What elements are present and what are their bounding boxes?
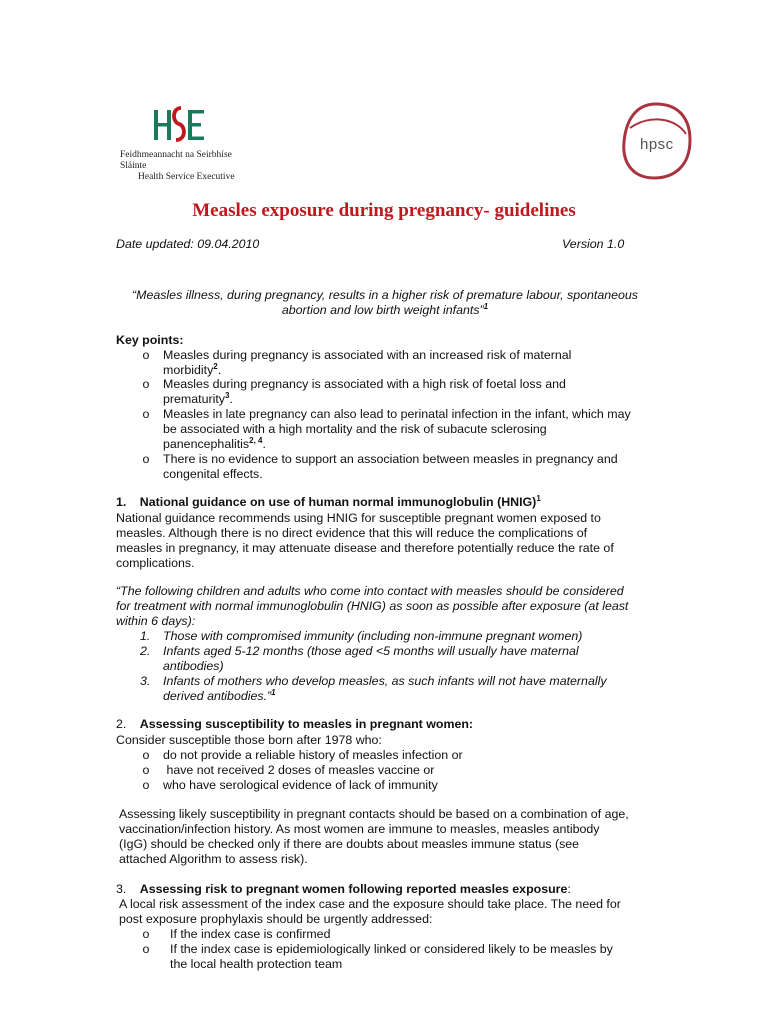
key-point-1 — [163, 348, 571, 378]
section-1-list-item-2-line-1: Infants aged 5-12 months (those aged <5 months will usually have maternal — [163, 644, 579, 658]
document-title: Measles exposure during pregnancy- guidelines — [192, 200, 576, 221]
section-1-para-line-1: National guidance recommends using HNIG for susceptible pregnant women exposed to — [116, 511, 601, 525]
section-3-bullet-2-line-1: If the index case is epidemiologically linked or considered likely to be measles by — [170, 942, 613, 956]
section-1-title: National guidance on use of human normal immunoglobulin (HNIG) — [139, 495, 537, 509]
key-point-2-line-1: Measles during pregnancy is associated with a high risk of foetal loss and — [163, 377, 566, 391]
section-1-list-item-1-line-1: Those with compromised immunity (including non-immune pregnant women) — [163, 629, 583, 643]
section-1-quote-line-1: “The following children and adults who come into contact with measles should be considered — [116, 584, 624, 598]
bullet-icon: o — [142, 407, 150, 421]
section-1-para-line-3: measles in pregnancy, it may attenuate disease and therefore potentially reduce the rate of — [116, 541, 614, 555]
bullet-icon: o — [142, 942, 150, 956]
section-2-para-line-1: Assessing likely susceptibility in pregnant contacts should be based on a combination of age, — [119, 807, 629, 821]
section-1-quote-line-3: within 6 days): — [116, 614, 196, 628]
section-2-bullet-1: do not provide a reliable history of measles infection or — [163, 748, 463, 762]
key-point-3-ref: 2, 4 — [249, 435, 263, 445]
section-2-para-line-4: attached Algorithm to assess risk). — [119, 852, 308, 866]
section-1-number: 1. — [116, 495, 127, 509]
section-1-quote — [116, 584, 628, 629]
intro-quote-ref: 1 — [483, 301, 489, 311]
key-point-3-line-3 — [163, 437, 631, 452]
section-1-list-item-3-line-2 — [163, 689, 653, 704]
key-point-3-line-1: Measles in late pregnancy can also lead to perinatal infection in the infant, which may — [163, 407, 631, 421]
section-3-heading — [116, 882, 571, 897]
section-3-bullet-1 — [170, 927, 330, 942]
section-1-ref: 1 — [536, 493, 541, 503]
section-2-para-line-3: (IgG) should be checked only if there are doubts about measles immune status (see — [119, 837, 580, 851]
key-point-1-end: . — [217, 363, 222, 377]
section-3-paragraph — [119, 897, 621, 927]
key-point-2-line-2 — [163, 392, 566, 407]
section-1-paragraph — [116, 511, 614, 571]
key-point-3-line-3-text: panencephalitis — [163, 437, 250, 451]
key-points-heading: Key points: — [116, 333, 184, 347]
section-1-list-item-3-ref: 1 — [271, 687, 276, 697]
section-3-bullet-2-line-2: the local health protection team — [170, 957, 343, 971]
bullet-icon: o — [142, 778, 150, 792]
hpsc-logo-text: hpsc — [640, 136, 674, 153]
section-2-bullet-3: who have serological evidence of lack of immunity — [163, 778, 438, 792]
key-point-3-end: . — [262, 437, 266, 451]
bullet-icon: o — [142, 452, 150, 466]
key-point-2 — [163, 377, 566, 407]
key-point-4 — [163, 452, 618, 482]
key-point-2-ref: 3 — [224, 390, 230, 400]
hse-caption-irish: Feidhmeannacht na Seirbhíse Sláinte — [120, 150, 232, 171]
key-point-2-line-2-text: prematurity — [163, 392, 225, 406]
section-2-bullet-2: have not received 2 doses of measles vaccine or — [163, 763, 435, 777]
key-point-1-line-1: Measles during pregnancy is associated with an increased risk of maternal — [163, 348, 572, 362]
key-point-3-line-2: be associated with a high mortality and the risk of subacute sclerosing — [163, 422, 547, 436]
list-number: 2. — [140, 644, 151, 658]
section-1-para-line-4: complications. — [116, 556, 195, 570]
section-1-quote-line-2: for treatment with normal immunoglobulin (HNIG) as soon as possible after exposure (at least — [116, 599, 629, 613]
bullet-icon: o — [142, 377, 150, 391]
hse-logo — [150, 102, 210, 144]
key-point-4-line-1: There is no evidence to support an association between measles in pregnancy and — [163, 452, 618, 466]
section-3-bullet-2 — [170, 942, 613, 972]
bullet-icon: o — [142, 348, 150, 362]
key-point-1-ref: 2 — [213, 361, 218, 371]
section-2-paragraph — [119, 807, 629, 867]
list-number: 3. — [140, 674, 151, 688]
intro-quote — [110, 288, 660, 318]
section-1-list-item-2-line-2: antibodies) — [163, 659, 224, 673]
intro-quote-line-2-text: abortion and low birth weight infants” — [281, 303, 484, 317]
intro-quote-line-2 — [110, 303, 660, 318]
key-point-2-end: . — [229, 392, 233, 406]
section-3-colon: : — [567, 882, 571, 896]
bullet-icon: o — [142, 748, 150, 762]
section-1-list-item-2 — [163, 644, 653, 674]
section-1-list-item-3-line-1: Infants of mothers who develop measles, as such infants will not have maternally — [163, 674, 607, 688]
section-1-list-item-3-line-2-text: derived antibodies.” — [163, 689, 272, 703]
key-point-1-line-2 — [163, 363, 571, 378]
hse-caption — [120, 150, 260, 183]
section-2-intro: Consider susceptible those born after 1978 who: — [116, 733, 382, 747]
section-3-number: 3. — [116, 882, 127, 896]
section-3-title: Assessing risk to pregnant women following reported measles exposure — [139, 882, 568, 896]
section-3-para-line-1: A local risk assessment of the index case and the exposure should take place. The need for — [119, 897, 621, 911]
section-2-heading — [116, 717, 473, 732]
key-point-1-line-2-text: morbidity — [163, 363, 214, 377]
date-updated: Date updated: 09.04.2010 — [116, 237, 260, 251]
section-2-title: Assessing susceptibility to measles in pregnant women: — [139, 717, 474, 731]
section-1-heading — [116, 495, 541, 510]
intro-quote-line-1: “Measles illness, during pregnancy, results in a higher risk of premature labour, spontaneous — [132, 288, 638, 302]
hse-caption-english: Health Service Executive — [138, 172, 235, 182]
key-point-4-line-2: congenital effects. — [163, 467, 263, 481]
bullet-icon: o — [142, 927, 150, 941]
list-number: 1. — [140, 629, 151, 643]
section-3-bullet-1-line-1: If the index case is confirmed — [170, 927, 331, 941]
section-1-list-item-1 — [163, 629, 582, 644]
section-1-para-line-2: measles. Although there is no direct evidence that this will reduce the complications of — [116, 526, 588, 540]
key-point-3 — [163, 407, 631, 452]
bullet-icon: o — [142, 763, 150, 777]
section-2-number: 2. — [116, 717, 127, 731]
section-1-list-item-3 — [163, 674, 653, 704]
version-label: Version 1.0 — [562, 237, 625, 251]
section-2-para-line-2: vaccination/infection history. As most women are immune to measles, measles antibody — [119, 822, 600, 836]
section-3-para-line-2: post exposure prophylaxis should be urgently addressed: — [119, 912, 433, 926]
